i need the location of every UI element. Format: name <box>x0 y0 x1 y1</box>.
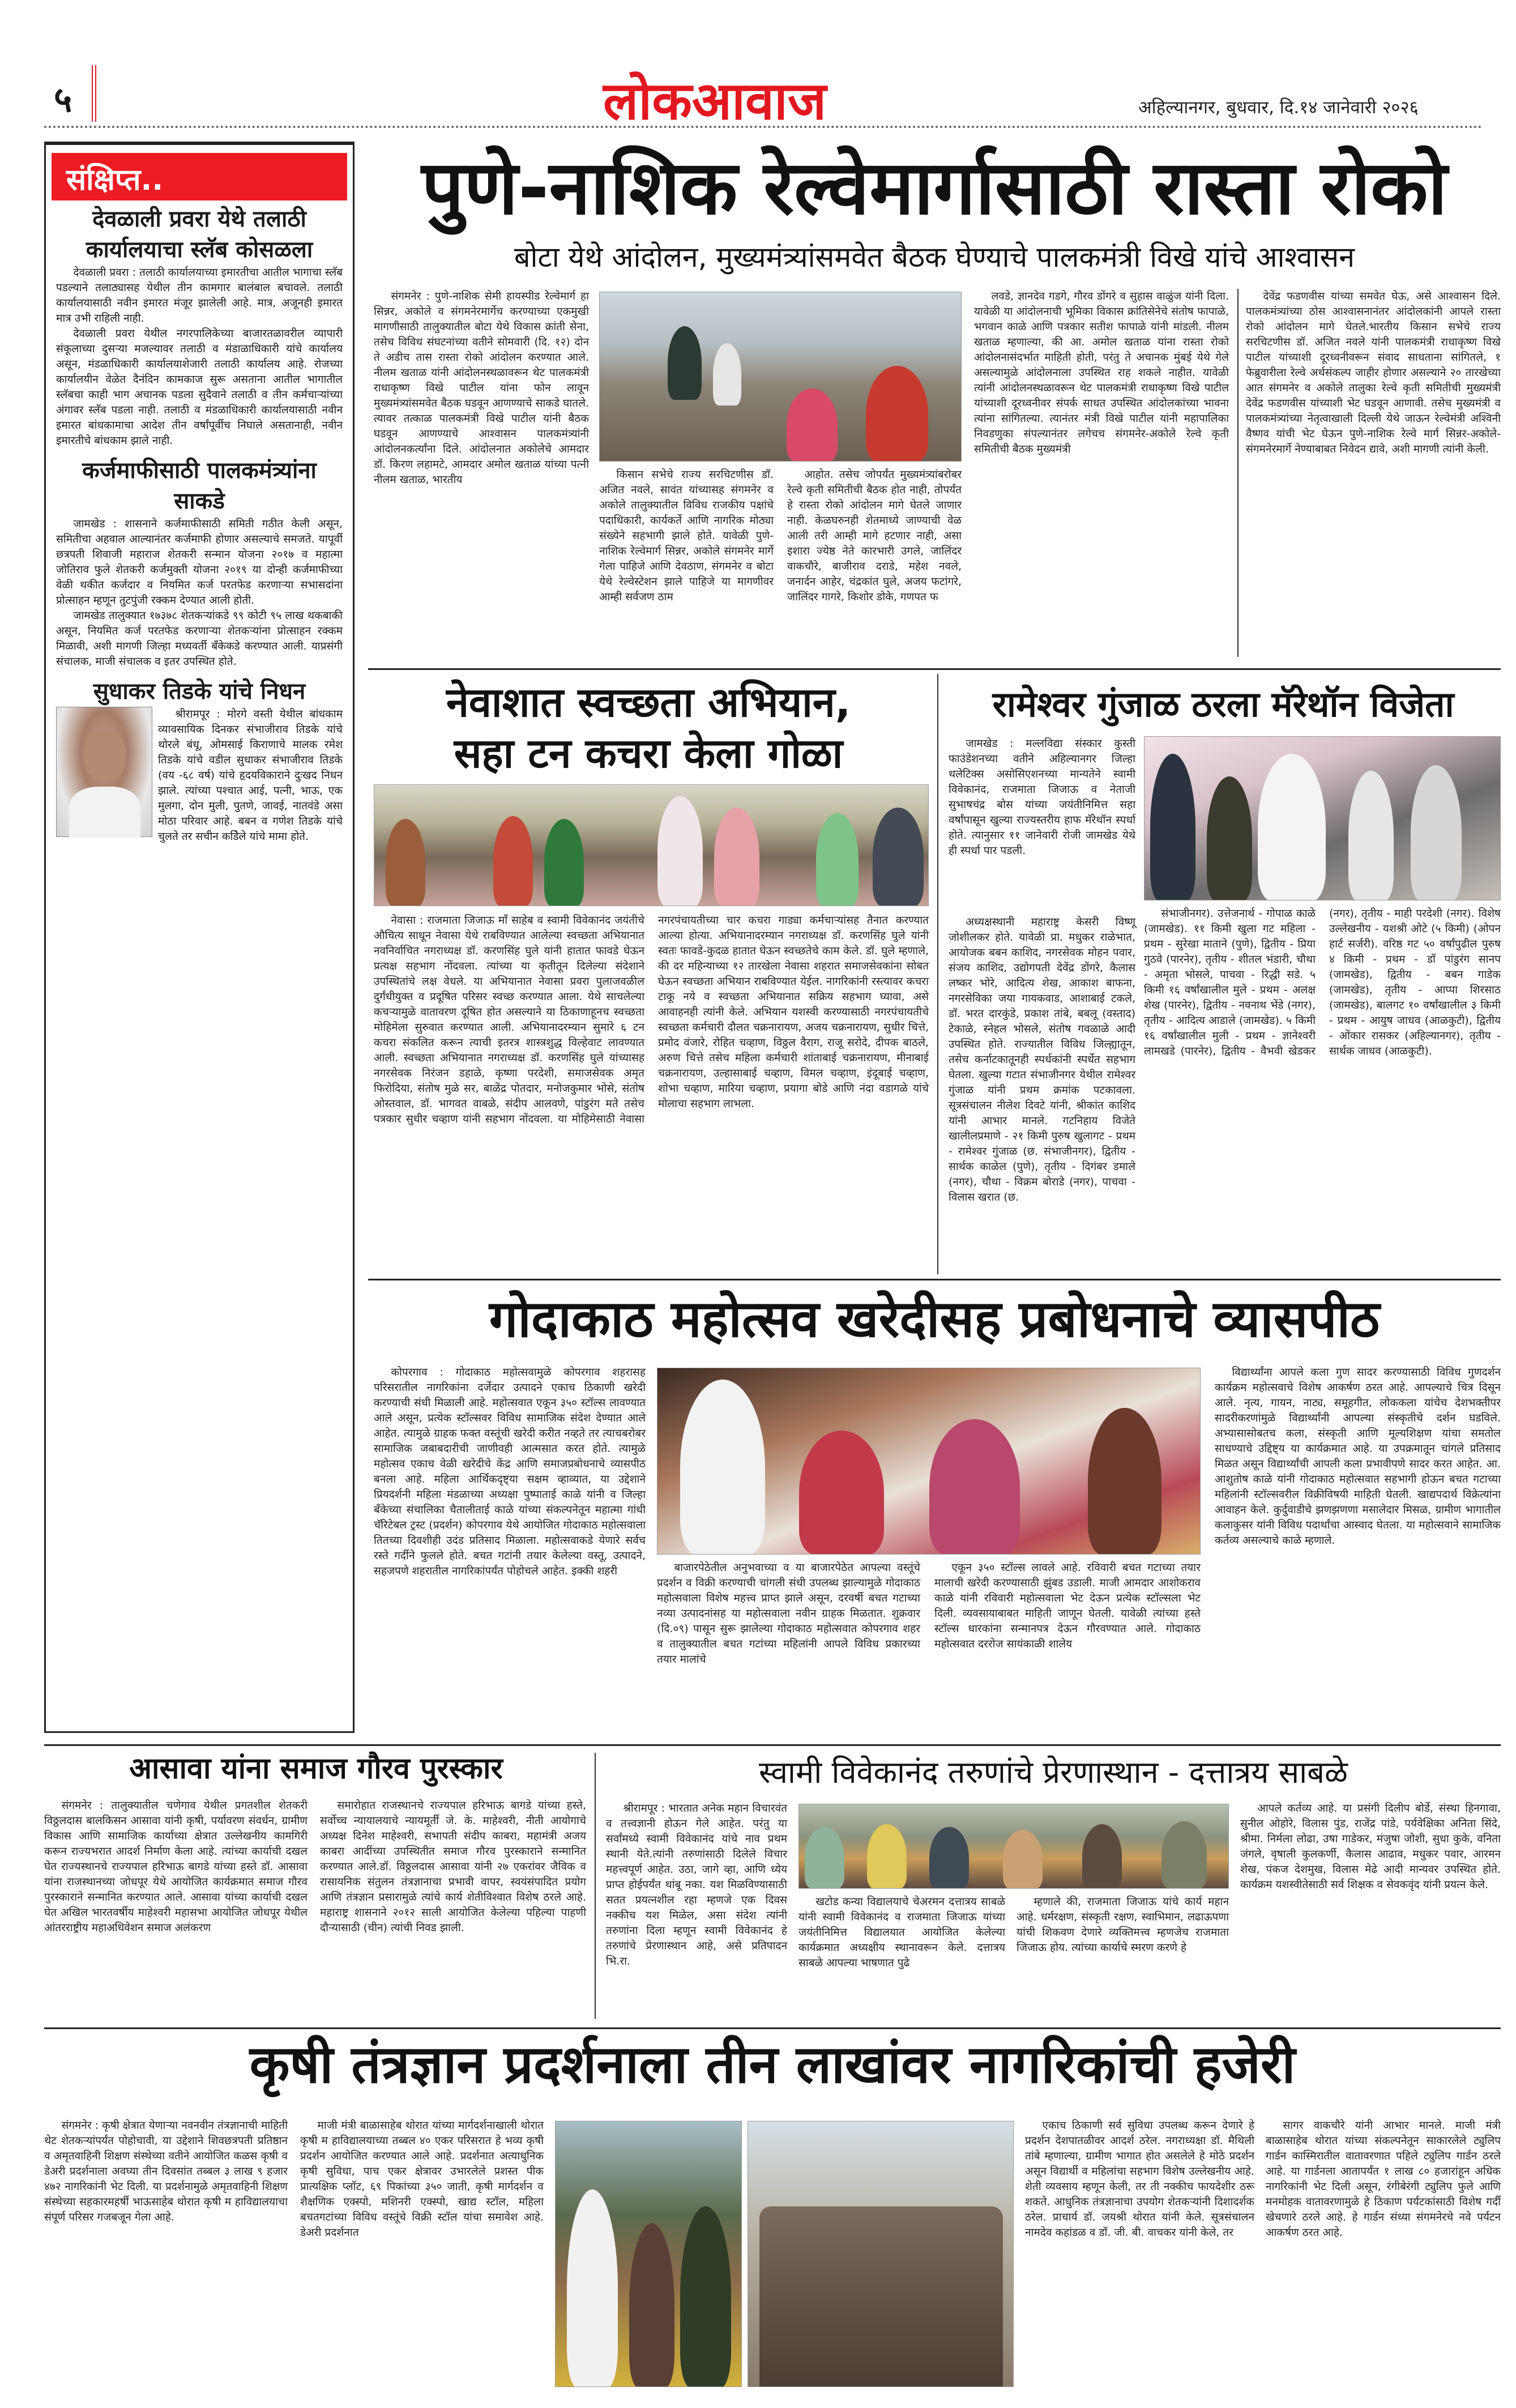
krishi-story-col2 <box>300 2118 544 2240</box>
vivekananda-story-headline[interactable]: स्वामी विवेकानंद तरुणांचे प्रेरणास्थान - दत्तात्रय साबळे <box>759 1754 1348 1790</box>
nevasa-story-body <box>374 913 929 1127</box>
nevasa-story-photo <box>374 784 929 906</box>
lead-story-col5 <box>1246 289 1501 457</box>
paragraph: देवळाली प्रवरा : तलाठी कार्यालयाच्या इमारतीचा आतील भागाचा स्लॅब पडल्याने तलाठ्यासह येथील तीन कामगार बालंबाल बचावले. तलाठी कार्यालयासाठी नवीन इमारत मंजूर झालेली आहे. मात्र, अजूनही इमारत मात्र उभी राहिली नाही. <box>56 266 343 325</box>
brief-item <box>52 676 347 844</box>
brief-item-body <box>158 707 343 844</box>
krishi-story-col4 <box>1266 2118 1501 2240</box>
paragraph: अध्यक्षस्थानी महाराष्ट्र केसरी विष्णू जोशीलकर होते. यावेळी प्रा. मधुकर राळेभात, आयोजक बबन काशिद, नगरसेवक मोहन पवार, संजय काशिद, उद्योगपती देवेंद्र डोंगरे, कैलास लष्कर भोरे, आदित्य शेख, आकाश बाफना, नगरसेविका जया गायकवाड, आशाबाई टकले, डॉ. भरत दारकुंडे, प्रकाश तांबे, बबलू (वस्ताद) टेकाळे, स्नेहल भोसले, संतोष गवळाळे आदी उपस्थित होते. राज्यातील विविध जिल्ह्यातून, तसेच कर्नाटकातूनही स्पर्धकांनी स्पर्धेत सहभाग घेतला. खुल्या गटात संभाजीनगर येथील रामेश्वर गुंजाळ यांनी प्रथम क्रमांक पटकावला. सूत्रसंचालन नीलेश दिवटे यांनी, श्रीकांत काशिद यांनी आभार मानले. गटनिहाय विजेते खालीलप्रमाणे - २१ किमी पुरुष खुलागट - प्रथम - रामेश्वर गुंजाळ (छ. संभाजीनगर), द्वितीय - सार्थक काळेल (पुणे), तृतीय - दिगंबर डमाले (नगर), चौथा - विक्रम बोराडे (नगर), पाचवा - विलास खरात (छ. <box>949 916 1135 1203</box>
vivekananda-story-col3 <box>1017 1894 1229 1956</box>
nevasa-story-headline[interactable] <box>368 677 929 779</box>
aasava-story-col2 <box>320 1798 586 1936</box>
lead-story-headline[interactable]: पुणे-नाशिक रेल्वेमार्गासाठी रास्ता रोको <box>421 144 1447 232</box>
aasava-story-headline[interactable]: आसावा यांना समाज गौरव पुरस्कार <box>129 1752 503 1786</box>
dateline: अहिल्यानगर, बुधवार, दि.१४ जानेवारी २०२६ <box>1138 97 1419 118</box>
krishi-story-col1 <box>44 2118 288 2225</box>
vivekananda-story-photo <box>798 1804 1229 1889</box>
paragraph: एकून ३५० स्टॉल्स लावले आहे. रविवारी बचत गटाच्या तयार मालाची खरेदी करण्यासाठी झुंबड उडाली. माजी आमदार आशोकराव काळे यांनी रविवारी महोत्सवाला भेट देऊन प्रत्येक स्टॉल्सला भेट दिली. व्यवसायाबाबत माहिती जाणून घेतली. यावेळी त्यांच्या हस्ते स्टॉल्स धारकांना सन्मानपत्र देऊन गौरवण्यात आले. गोदाकाठ महोत्सवात दररोज सायंकाळी शालेय <box>934 1561 1201 1650</box>
lead-story-photo <box>599 292 962 462</box>
brief-item-body <box>52 265 347 449</box>
marathon-story-body-c <box>1144 906 1501 1059</box>
paragraph: जामखेड : मल्लविद्या संस्कार कुस्ती फाउंडेशनच्या वतीने अहिल्यानगर जिल्हा थलेटिक्स असोसिएशनच्या मान्यतेने स्वामी विवेकानंद, राजमाता जिजाऊ व नेताजी सुभाषचंद्र बोस यांच्या जयंतीनिमित्त सहा वर्षांपासून खुल्या राज्यस्तरीय हाफ मॅरेथॉन स्पर्धा होते. त्यानुसार ११ जानेवारी रोजी जामखेड येथे ही स्पर्धा पार पडली. <box>949 737 1135 857</box>
paragraph: म्हणाले की, राजमाता जिजाऊ यांचे कार्य महान आहे. धर्मरक्षण, संस्कृती रक्षण, स्वाभिमान, लढाऊपणा यांची शिकवण देणारे व्यक्तिमत्त्व म्हणजेच राजमाता जिजाऊ होय. त्यांच्या कार्याचे स्मरण करणे हे <box>1017 1895 1229 1954</box>
godakath-story-col2 <box>657 1560 920 1667</box>
column-divider <box>937 674 938 1274</box>
marathon-story-body-a <box>949 736 1135 859</box>
paragraph: संभाजीनगर). उत्तेजनार्थ - गोपाळ काळे (जामखेड). ११ किमी खुला गट महिला - प्रथम - सुरेखा माताने (पुणे), द्वितीय - प्रिया गुठवे (पारनेर), तृतीय - शीतल भंडारी, चौथा - अमृता भोसले, पाचवा - रिद्धी सडे. ५ किमी १६ वर्षांखालील मुले - प्रथम - अलक्ष शेख (पारनेर), द्वितीय - नवनाथ भेंडे (नगर), तृतीय - आदित्य आडाले (जामखेड). ५ किमी १६ वर्षांखालील मुली - प्रथम - ज्ञानेश्वरी लामखडे (पारनेर), द्वितीय - वैभवी खेडकर (नगर), तृतीय - माही परदेशी (नगर). विशेष उल्लेखनीय - यशश्री ओटे (५ किमी) (ओपन हार्ट सर्जरी). वरिष्ठ गट ५० वर्षांपुढील पुरुष ४ किमी - प्रथम - डॉ पांडुरंग सानप (जामखेड), द्वितीय - बबन गाडेक (जामखेड), तृतीय - आप्पा शिरसाठ (जामखेड), बालगट १० वर्षांखालील ३ किमी - प्रथम - आयुष जाधव (आळकुटी), द्वितीय - ओंकार रासकर (अहिल्यानगर), तृतीय - सार्थक जाधव (आळकुटी). <box>1144 907 1501 1057</box>
paragraph: श्रीरामपूर : भारतात अनेक महान विचारवंत व तत्त्वज्ञानी होऊन गेले आहेत. परंतु या सर्वांमध्ये स्वामी विवेकानंद यांचे नाव प्रथम स्थानी येते.त्यांनी तरुणांसाठी दिलेले विचार महत्त्वपूर्ण आहेत. उठा, जागे व्हा, आणि ध्येय प्राप्त होईपर्यंत थांबू नका. यश मिळविण्यासाठी सतत प्रयत्नशील रहा म्हणजे एक दिवस नक्कीच यश मिळेल, असा संदेश त्यांनी तरुणांना दिला म्हणून स्वामी विवेकानंद हे तरुणांचे प्रेरणास्थान आहे, असे प्रतिपादन भि.रा. <box>606 1802 787 1967</box>
krishi-story-headline[interactable]: कृषी तंत्रज्ञान प्रदर्शनाला तीन लाखांवर नागरिकांची हजेरी <box>249 2034 1296 2095</box>
krishi-story-photo-2 <box>748 2121 1014 2387</box>
page-number: ५ <box>54 79 72 120</box>
column-divider <box>1237 289 1239 657</box>
paragraph: नेवासा : राजमाता जिजाऊ माँ साहेब व स्वामी विवेकानंद जयंतीचे औचित्य साधून नेवासा येथे राबविण्यात आलेल्या स्वच्छता अभियानात नवनिर्वाचित नगराध्यक्ष डॉ. करणसिंह घुले यांनी हातात फावडे घेऊन प्रत्यक्ष सहभाग नोंदवला. त्यांच्या या कृतीतून दिलेल्या संदेशाने उपस्थितांचे लक्ष वेधले. या अभियानात नेवासा प्रवरा पुलाजवळील दुर्गंधीयुक्त व प्रदूषित परिसर स्वच्छ करण्यात आला. येथे साचलेल्या कचऱ्यामुळे वातावरण दूषित होत असल्याने या ठिकाणाहूनच स्वच्छता मोहिमेला सुरुवात करण्यात आली. अभियानादरम्यान सुमारे ६ टन कचरा संकलित करून त्याची इतरत्र शास्त्रशुद्ध विल्हेवाट लावण्यात आली. स्वच्छता अभियानात नगराध्यक्ष डॉ. करणसिंह घुले यांच्यासह नगरसेवक निरंजन डहाळे, कृष्णा परदेशी, समाजसेवक अमृत फिरोदिया, संतोष मुळे सर, बाळेंद्र पोतदार, मनोजकुमार भोसे, संतोष ओस्तवाल, डॉ. भागवत वाबळे, संदीप आलवणे, पांडुरंग मते तसेच पत्रकार सुधीर चव्हाण यांनी सहभाग नोंदवला. या मोहिमेसाठी नेवासा नगरपंचायतीच्या चार कचरा गाड्या कर्मचाऱ्यांसह तैनात करण्यात आल्या होत्या. अभियानादरम्यान नगराध्यक्ष डॉ. करणसिंह घुले यांनी स्वतः फावडे-कुदळ हातात घेऊन स्वच्छतेचे काम केले. डॉ. घुले म्हणाले, की दर महिन्याच्या १२ तारखेला नेवासा शहरात समाजसेवकांना सोबत घेऊन स्वच्छता अभियान राबविण्यात येईल. नागरिकांनी रस्त्यावर कचरा टाकू नये व स्वच्छता अभियानात सक्रिय सहभाग घ्यावा, असे आवाहनही त्यांनी केले. अभियान यशस्वी करण्यासाठी नगरपंचायतीचे स्वच्छता कर्मचारी दौलत चक्रनारायण, अजय चक्रनारायण, सुधीर चित्ते, प्रमोद वंजारे, रोहित चव्हाण, विठ्ठल वैराग, राजू सरोदे, दीपक बाठले, अरुण चित्ते तसेच महिला कर्मचारी शांताबाई चक्रनारायण, मीनाबाई चक्रनारायण, उल्हासाबाई चव्हाण, विमल चव्हाण, इंदूबाई चव्हाण, शोभा चव्हाण, मारिया चव्हाण, प्रयागा बोडे आणि नंदा वडागळे यांचे मोलाचा सहभाग लाभला. <box>374 914 929 1125</box>
marathon-story-photo <box>1144 736 1501 900</box>
paragraph: खटोड कन्या विद्यालयाचे चेअरमन दत्तात्रय साबळे यांनी स्वामी विवेकानंद व राजमाता जिजाऊ यांच्या जयंतीनिमित्त विद्यालयात आयोजित केलेल्या कार्यक्रमात अध्यक्षीय स्थानावरून केले. दत्तात्रय साबळे आपल्या भाषणात पुढे <box>798 1895 1005 1969</box>
page-number-divider <box>92 65 96 122</box>
vivekananda-story-col4 <box>1240 1801 1501 1893</box>
section-divider <box>44 1744 1501 1746</box>
paragraph: देवळाली प्रवरा येथील नगरपालिकेच्या बाजारतळावरील व्यापारी संकूलाच्या दुसऱ्या मजल्यावर तलाठी व मंडाळाधिकारी यांचे कार्यालय असून, मंडळाधिकारी कार्यालयाशेजारी तलाठी कार्यालय आहे. रोजच्या कार्यालयीन वेळेत दैनंदिन कामकाज सुरू असताना आतील भागातील स्लॅबचा काही भाग अचानक पडला सुदैवाने तलाठी व तीन कर्मचाऱ्यांच्या अंगावर स्लॅब पडला नाही. तलाठी व मंडळाधिकारी कार्यालयासाठी नवीन इमारत बांधकामाचा आदेश तीन वर्षांपूर्वीच निघाले असतानाही, नवीन इमारतीचे बांधकाम झाले नाही. <box>56 327 343 447</box>
headline-line: नेवाशात स्वच्छता अभियान, <box>446 678 851 726</box>
krishi-story-photo-1 <box>555 2121 742 2387</box>
section-divider <box>368 1279 1501 1280</box>
brief-news-banner <box>52 153 347 200</box>
paragraph: जामखेड तालुक्यात १७३७८ शेतकऱ्यांकडे ९९ कोटी ९५ लाख थकबाकी असून, नियमित कर्ज परतफेड करणाऱ्या शेतकऱ्यांना प्रोत्साहन रक्कम मिळावी, अशी मागणी जिल्हा मध्यवर्ती बँकेकडे करण्यात आली. याप्रसंगी संचालक, माजी संचालक व इतर उपस्थित होते. <box>56 609 343 668</box>
paragraph: कोपरगाव : गोदाकाठ महोत्सवामुळे कोपरगाव शहरासह परिसरातील नागरिकांना दर्जेदार उत्पादने एकाच ठिकाणी खरेदी करण्याची संधी मिळाली आहे. महोत्सवात एकून ३५० स्टॉल्स लावण्यात आले असून, प्रत्येक स्टॉल्सवर विविध सामाजिक संदेश देण्यात आले आहेत. त्यामुळे ग्राहक फक्त वस्तूंची खरेदी करीत नव्हते तर त्याचबरोबर सामाजिक जबाबदारीची जाणीवही आत्मसात करत होते. त्यामुळे महोत्सव एकाच वेळी खरेदीचे केंद्र आणि समाजप्रबोधनाचे व्यासपीठ बनला आहे. महिला आर्थिकदृष्ट्या सक्षम व्हाव्यात, या उद्देशाने प्रियदर्शनी महिला मंडळाच्या अध्यक्षा पुष्पाताई काळे यांनी व जिल्हा बँकेच्या संचालिका चैतालीताई काळे यांच्या संकल्पनेतून महात्मा गांधी चॅरिटेबल ट्रस्ट (प्रदर्शन) कोपरगाव येथे आयोजित गोदाकाठ महोत्सवाला तितच्या दिवशीही उदंड प्रतिसाद मिळाला. महोत्सवाकडे येणारे सर्वच रस्ते गर्दीने फुलले होते. बचत गटांनी तयार केलेल्या वस्तू, उत्पादने, सहजपणे शहरातील नागरिकांपर्यंत पोहोचले आहेत. इक्की शहरी <box>374 1366 646 1577</box>
section-divider <box>368 668 1501 670</box>
section-divider <box>44 2027 1501 2029</box>
brief-news-sidebar <box>44 142 355 1733</box>
paragraph: किसान सभेचे राज्य सरचिटणीस डॉ. अजित नवले, सावंत यांच्यासह संगमनेर व अकोले तालुक्यातील विविध राजकीय पक्षांचे पदाधिकारी, कार्यकर्ते आणि नागरिक मोठ्या संख्येने सहभागी झाले होते. यावेळी पुणे-नाशिक रेल्वेमार्ग सिन्नर, अकोले संगमनेर मार्गे गेला पाहिजे आणि देवठाण, संगमनेर व बोटा येथे रेल्वेस्टेशन झाले पाहिजे या मागणीवर आम्ही सर्वजण ठाम <box>599 468 774 603</box>
paragraph: सागर वाकचौरे यांनी आभार मानले. माजी मंत्री बाळासाहेब थोरात यांच्या संकल्पनेतून साकारलेले ट्युलिप गार्डन कास्मिरातील वातावरणात पहिले ट्युलिप गार्डन ठरले आहे. या गार्डनला आतापर्यंत १ लाख ८० हजारांहून अधिक नागरिकांनी भेट दिली असून, रंगीबेरंगी ट्युलिप फुले आणि मनमोहक वातावरणामुळे हे ठिकाण पर्यटकांसाठी विशेष गर्दी खेचणारे ठरले आहे. हे गार्डन संध्या संगमनेरचे नवे पर्यटन आकर्षण ठरत आहे. <box>1266 2119 1501 2239</box>
paragraph: लवडे, ज्ञानदेव गडगे, गौरव डोंगरे व सुहास वाळुंज यांनी दिला. यावेळी या आंदोलनाची भूमिका विकास क्रांतिसेनेचे संतोष फापाळे, भगवान काळे आणि पत्रकार सतीश फापाळे यांनी मांडली. नीलम खताळ म्हणाल्या, की आ. अमोल खताळ यांना रास्ता रोको आंदोलनासंदर्भात माहिती होती, परंतु ते अचानक मुंबई येथे गेले असल्यामुळे आंदोलनाला उपस्थित राह शकले नाहीत. यावेळी त्यांनी आंदोलनस्थळावरून थेट पालकमंत्री राधाकृष्ण विखे पाटील यांच्याशी दूरध्वनीवर संपर्क साधत उपस्थित आंदोलकांच्या भावना त्यांना सांगितल्या. त्यानंतर मंत्री विखे पाटील यांनी महापालिका निवडणुका संपल्यानंतर लगेचच संगमनेर-अकोले रेल्वे कृती समितीची बैठक मुख्यमंत्री <box>974 290 1229 455</box>
aasava-story-col1 <box>44 1798 308 1936</box>
paragraph: संगमनेर : तालुक्यातील चणेगाव येथील प्रगतशील शेतकरी विठ्ठलदास बालकिसन आसावा यांनी कृषी, पर्यावरण संवर्धन, ग्रामीण विकास आणि सामाजिक कार्याच्या क्षेत्रात उल्लेखनीय कामगिरी करून राज्यभरात आदर्श निर्माण केला आहे. त्यांच्या कार्याची दखल घेत राज्यस्थानचे राज्यपाल हरिभाऊ बागडे यांच्या हस्ते डॉ. आसावा यांना राजस्थानच्या जोधपूर येथे आयोजित कार्यक्रमात समाज गौरव पुरस्काराने सन्मानित करण्यात आले. आसावा यांच्या कार्याची दखल घेत अखिल भारतवर्षीय माहेश्वरी महासभा आयोजित जोधपूर येथील आंतरराष्ट्रीय महाअधिवेशन समाज अलंकरण <box>44 1799 308 1934</box>
brief-item-headline[interactable]: देवळाली प्रवरा येथे तलाठी कार्यालयाचा स्लॅब कोसळला <box>86 206 313 263</box>
obituary-photo <box>56 707 152 837</box>
godakath-story-photo <box>657 1368 1201 1555</box>
brief-item-body <box>52 516 347 669</box>
godakath-story-headline[interactable]: गोदाकाठ महोत्सव खरेदीसह प्रबोधनाचे व्यासपीठ <box>489 1290 1380 1349</box>
krishi-story-col3 <box>1025 2118 1254 2240</box>
marathon-story-headline[interactable]: रामेश्वर गुंजाळ ठरला मॅरेथॉन विजेता <box>992 684 1454 725</box>
headline-line: सहा टन कचरा केला गोळा <box>454 729 843 777</box>
brief-item-headline[interactable]: कर्जमाफीसाठी पालकमंत्र्यांना साकडे <box>82 458 317 514</box>
paragraph: आपले कर्तव्य आहे. या प्रसंगी दिलीप बोर्डे, संस्था हिनगावा, सुनील ओहोरे, विलास पुंड, राजेंद्र पांडे, पर्यवेक्षिका अनिता सिंदे, श्रीमा. निर्मला लोढा, उषा गाडेकर, मंजुषा जोशी, सुधा कुके, वनिता जंगले, वृषाली कुलकर्णी, कैलास आढाव, मधुकर पवार, आरमन शेख, पंकज देशमुख, विलास मेढे आदी मान्यवर उपस्थित होते. कार्यक्रम यशस्वीतेसाठी सर्व शिक्षक व सेवकवृंद यांनी प्रयत्न केले. <box>1240 1802 1501 1891</box>
godakath-story-col1 <box>374 1365 646 1579</box>
godakath-story-col4 <box>1215 1365 1501 1548</box>
column-divider <box>595 1753 596 2019</box>
brief-item-headline[interactable]: सुधाकर तिडके यांचे निधन <box>93 678 306 705</box>
vivekananda-story-col2 <box>798 1894 1005 1971</box>
paragraph: श्रीरामपूर : मोरगे वस्ती येथील बांधकाम व्यावसायिक दिनकर संभाजीराव तिडके यांचे थोरले बंधू, ओमसाई किराणाचे मालक रमेश तिडके यांचे वडील सुधाकर संभाजीराव तिडके (वय -६८ वर्ष) यांचे हृदयविकाराने दुःखद निधन झाले. त्यांच्या पश्चात आई, पत्नी, भाऊ, एक मुलगा, दोन मुली, पुतणे, जावई, नातवंडे असा मोठा परिवार आहे. बबन व गणेश तिडके यांचे चुलते तर सचीन कडेिले यांचे मामा होते. <box>158 708 343 843</box>
paragraph: संगमनेर : पुणे-नाशिक सेमी हायस्पीड रेल्वेमार्ग हा सिन्नर, अकोले व संगमनेरमार्गेच करण्याच्या एकमुखी मागणीसाठी तालुक्यातील बोटा येथे विकास क्रांती सेना, तसेच विविध संघटनांच्या वतीने सोमवारी (दि. १२) दोन ते अडीच तास रास्ता रोको आंदोलन करण्यात आले. नीलम खताळ यांनी आंदोलनस्थळावरून थेट पालकमंत्री राधाकृष्ण विखे पाटील यांना फोन लावून मुख्यमंत्र्यांसमवेत बैठक घडवून आणण्याचे साकडे घातले. त्यावर तत्काळ पालकमंत्री विखे पाटील यांनी बैठक घडवून आणण्याचे आश्वासन पालकमंत्र्यांनी आंदोलनकर्त्यांना दिले. आंदोलनात अकोलेचे आमदार डॉ. किरण लहामटे, आमदार अमोल खताळ यांच्या पत्नी नीलम खताळ, भारतीय <box>374 290 589 486</box>
brief-item <box>52 204 347 449</box>
godakath-story-col3 <box>934 1560 1201 1652</box>
paragraph: माजी मंत्री बाळासाहेब थोरात यांच्या मार्गदर्शनाखाली थोरात कृषी म हाविद्यालयाच्या तब्बल ४० एकर परिसरात हे भव्य कृषी प्रदर्शन आयोजित करण्यात आले आहे. प्रदर्शनात अत्याधुनिक कृषी सुविधा, पाच एकर क्षेत्रावर उभारलेले प्रशस्त पीक प्रात्यक्षिक प्लॉट, ६९ पिकांच्या ३५० जाती, कृषी मार्गदर्शन व शैक्षणिक एक्स्पो, मशिनरी एक्स्पो, खाद्य स्टॉल, महिला बचतगटांच्या विविध वस्तूंचे विक्री स्टॉल यांचा समावेश आहे. डेअरी प्रदर्शनात <box>300 2119 544 2239</box>
brief-news-title: संक्षिप्त.. <box>66 163 164 197</box>
paragraph: एकाच ठिकाणी सर्व सुविधा उपलब्ध करून देणारे हे प्रदर्शन देशपातळीवर आदर्श ठरेल. नगराध्यक्षा डॉ. मैथिली तांबे म्हणाल्या, ग्रामीण भागात होत असलेले हे मोठे प्रदर्शन असून विद्यार्थी व महिलांचा सहभाग विशेष उल्लेखनीय आहे. शेती व्यवसाय म्हणून केली, तर ती नक्कीच फायदेशीर ठरू शकते. आधुनिक तंत्रज्ञानाचा उपयोग शेतकऱ्यांनी दिशादर्शक ठरेल. प्राचार्य डॉ. जयश्री थोरात यांनी केले. सूत्रसंचालन नामदेव कहांडळ व डॉ. जी. बी. वाचकर यांनी केले, तर <box>1025 2119 1254 2239</box>
lead-story-photo-text <box>599 467 774 605</box>
brief-item <box>52 455 347 669</box>
paragraph: विद्यार्थ्यांना आपले कला गुण सादर करण्यासाठी विविध गुणदर्शन कार्यक्रम महोत्सवाचे विशेष आकर्षण ठरत आहे. आपल्याचे चित्र दिसून आले. नृत्य, गायन, नाट्य, समूहगीत, लोककला यांचेच देशभक्तीपर सादरीकरणांमुळे विद्यार्थ्यांनी आपल्या संस्कृतीचे दर्शन घडविले. अभ्यासासोबतच कला, संस्कृती आणि मूल्यशिक्षण यांचा समतोल साधण्याचे उद्दिष्ट्य या कार्यक्रमात आहे. या उपक्रमातून चांगले प्रतिसाद मिळत असून विद्यार्थ्यांची आपली कला प्रभावीपणे सादर करत आहेत. आ. आशुतोष काळे यांनी गोदाकाठ महोत्सवात सहभागी होऊन बचत गटाच्या महिलांनी स्टॉल्सवरील विक्रीविषयी माहिती घेतली. खाद्यपदार्थ विक्रेत्यांना आवाहन केले. कुर्दुवाडीचे झणझणणा मसालेदार मिसळ, ग्रामीण भागातील कलाकुसर यांनी विविध पदार्थांचा आस्वाद घेतला. या महोत्सवाने सामाजिक कर्तव्य असल्याचे काळे म्हणाले. <box>1215 1366 1501 1547</box>
paragraph: जामखेड : शासनाने कर्जमाफीसाठी समिती गठीत केली असून, समितीचा अहवाल आल्यानंतर कर्जमाफी होणार असल्याचे समजते. यापूर्वी छत्रपती शिवाजी महाराज शेतकरी सन्मान योजना २०१७ व महात्मा जोतिराव फुले शेतकरी कर्जमुक्ती योजना २०१९ या दोन्ही कर्जमाफीच्या वेळी थकीत कर्जदार व नियमित कर्ज परतफेड करणाऱ्या सभासदांना प्रोत्साहन म्हणून तुटपुंजी रक्कम देण्यात आली होती. <box>56 518 343 607</box>
paragraph: बाजारपेठेतील अनुभवाच्या व या बाजारपेठेत आपल्या वस्तूंचे प्रदर्शन व विक्री करण्याची चांगली संधी उपलब्ध झाल्यामुळे गोदाकाठ महोत्सवाला विशेष महत्त्व प्राप्त झाले असून, दरवर्षी बचत गटाच्या नव्या उत्पादनांसह या महोत्सवाला नवीन ग्राहक मिळतात. शुक्रवार (दि.०९) पासून सुरू झालेल्या गोदाकाठ महोत्सवात कोपरगाव शहर व तालुक्यातील बचत गटांच्या महिलांनी आपले विविध प्रकारच्या तयार मालांचे <box>657 1561 920 1666</box>
lead-story-col1 <box>374 289 589 488</box>
marathon-story-body-b <box>949 915 1135 1205</box>
lead-story-subheadline: बोटा येथे आंदोलन, मुख्यमंत्र्यांसमवेत बैठक घेण्याचे पालकमंत्री विखे यांचे आश्वासन <box>514 241 1355 274</box>
paragraph: देवेंद्र फडणवीस यांच्या समवेत घेऊ, असे आश्वासन दिले. पालकमंत्र्यांच्या ठोस आश्वासनानंतर आंदोलकांनी आपले रास्ता रोको आंदोलन मागे घेतले.भारतीय किसान सभेचे राज्य सरचिटणीस डॉ. अजित नवले यांनी पालकमंत्री राधाकृष्ण विखे पाटील यांच्याशी दूरध्वनीवरून संवाद साधताना सांगितले, १ फेब्रुवारीला रेल्वे अर्थसंकल्प जाहीर होणार असल्याने २० तारखेच्या आत संगमनेर व अकोले तालुका रेल्वे कृती समितीची मुख्यमंत्री देवेंद्र फडणवीस यांच्याशी भेट घडवून आणावी. तसेच मुख्यमंत्री व पालकमंत्र्यांच्या नेतृत्वाखाली दिल्ली येथे जाऊन रेल्वेमंत्री अश्विनी वैष्णव यांची भेट घेऊन पुणे-नाशिक रेल्वे मार्ग सिन्नर-अकोले-संगमनेरमार्गे नेण्याबाबत निवेदन द्यावे, अशी मागणी त्यांनी केली. <box>1246 290 1501 455</box>
masthead-divider <box>44 126 1483 128</box>
newspaper-logo: लोकआवाज <box>603 71 827 131</box>
lead-story-col4 <box>974 289 1229 457</box>
vivekananda-story-col1 <box>606 1801 787 1969</box>
paragraph: आहोत. तसेच जोपर्यंत मुख्यमंत्र्यांबरोबर रेल्वे कृती समितीची बैठक होत नाही, तोपर्यंत हे रास्ता रोको आंदोलन मागे घेतले जाणार नाही. केळघरुनही शेतमाध्ये जाण्याची वेळ आली तरी आम्ही मागे हटणार नाही, असा इशारा ज्येष्ठ नेते कारभारी उगले, जालिंदर वाकचौरे, बाजीराव दराडे, महेश नवले, जनार्दन आहेर, चंद्रकांत घुले, अजय फटांगरे, जालिंदर गागरे, किशोर डोके, गणपत फ <box>787 468 962 603</box>
lead-story-col3 <box>787 467 962 605</box>
paragraph: संगमनेर : कृषी क्षेत्रात येणाऱ्या नवनवीन तंत्रज्ञानाची माहिती थेट शेतकऱ्यांपर्यंत पोहोचावी, या उद्देशाने शिवछत्रपती प्रतिष्ठान व अमृतवाहिनी शिक्षण संस्थेच्या वतीने आयोजित कळस कृषी व डेअरी प्रदर्शनाला अवघ्या तीन दिवसांत तब्बल ३ लाख ९ हजार ४७२ नागरिकांनी भेट दिली. या प्रदर्शनामुळे अमृतवाहिनी शिक्षण संस्थेच्या सहकारमहर्षी भाऊसाहेब थोरात कृषी म हाविद्यालयाचा संपूर्ण परिसर गजबजून गेला आहे. <box>44 2119 288 2223</box>
paragraph: समारोहात राजस्थानचे राज्यपाल हरिभाऊ बागडे यांच्या हस्ते, सर्वोच्च न्यायालयाचे न्यायमूर्ती जे. के. माहेश्वरी, नीती आयोगाचे अध्यक्ष दिनेश माहेश्वरी, सभापती संदीप काबरा, महामंत्री अजय काबरा आदींच्या उपस्थितीत समाज गौरव पुरस्काराने सन्मानित करण्यात आले.डॉ. विठ्ठलदास आसावा यांनी २७ एकरांवर जैविक व रासायनिक संतुलन तंत्रज्ञानाचा प्रभावी वापर, स्वयंसंपादित प्रयोग आणि तंत्रज्ञान प्रसारामुळे त्यांचे कार्य शेतीविश्वात विशेष ठरले आहे. महाराष्ट्र शासनाने २०१२ साली आयोजित केलेल्या पहिल्या पाहणी दौऱ्यासाठी (चीन) त्यांची निवड झाली. <box>320 1799 586 1934</box>
